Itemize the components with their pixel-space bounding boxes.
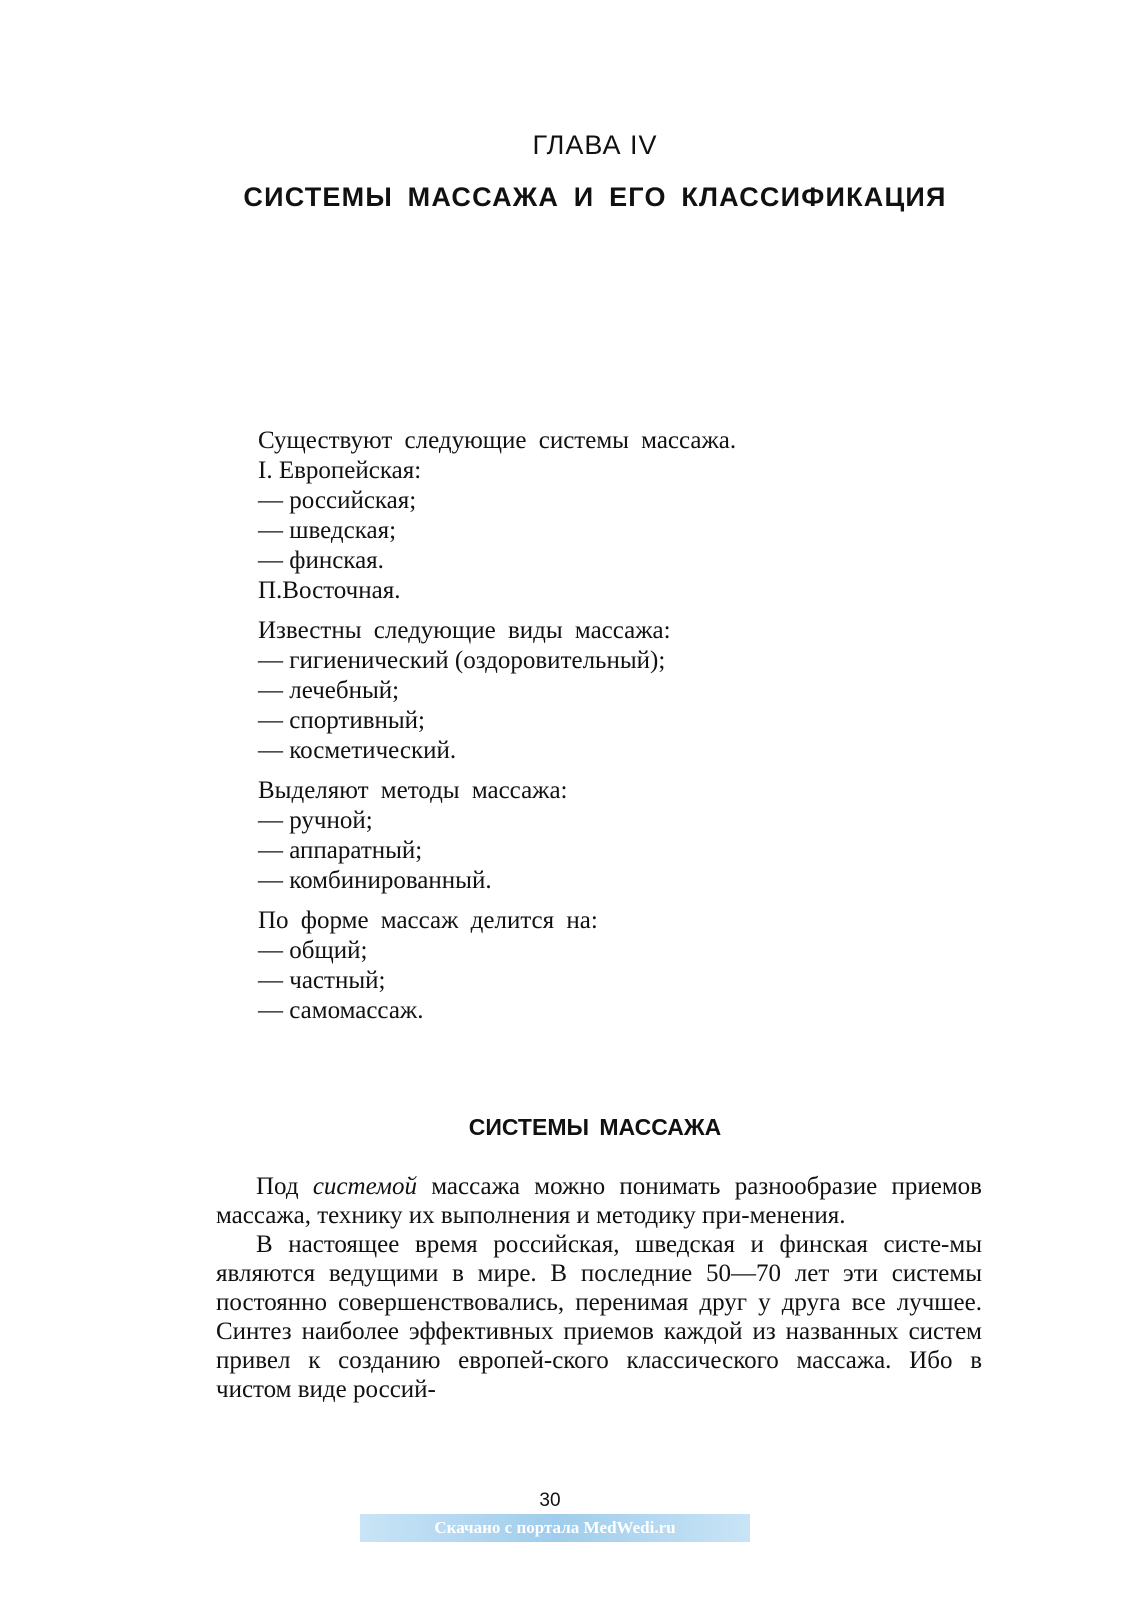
list-intro: Существуют следующие системы массажа.: [258, 427, 737, 454]
page-number: 30: [539, 1490, 561, 1511]
list-item: — гигиенический (оздоровительный);: [258, 647, 666, 674]
list-item: — самомассаж.: [258, 997, 424, 1024]
list-item: — российская;: [258, 487, 417, 514]
section-title: СИСТЕМЫ МАССАЖА: [468, 1114, 722, 1140]
list-intro: Выделяют методы массажа:: [258, 777, 568, 804]
systems-list: [258, 426, 958, 606]
list-item: — лечебный;: [258, 677, 400, 704]
paragraph-text: Под: [256, 1173, 313, 1200]
list-item: — спортивный;: [258, 707, 426, 734]
list-item: — шведская;: [258, 517, 397, 544]
chapter-label: ГЛАВА IV: [532, 130, 658, 160]
list-item: — ручной;: [258, 807, 373, 834]
list-item: — частный;: [258, 967, 386, 994]
emphasized-term: системой: [312, 1173, 418, 1200]
download-watermark: Скачано с портала MedWedi.ru: [360, 1514, 750, 1542]
list-item: — косметический.: [258, 737, 457, 764]
list-item: П.Восточная.: [258, 577, 401, 604]
types-list: [258, 616, 958, 766]
methods-list: [258, 776, 958, 896]
paragraph: [216, 1172, 982, 1230]
classification-lists: [258, 426, 958, 1036]
list-item: — аппаратный;: [258, 837, 423, 864]
list-item: — финская.: [258, 547, 384, 574]
paragraph: В настоящее время российская, шведская и финская систе-мы являются ведущими в мире. В последние 50—70 лет эти системы постоянно совершенствовались, перенимая друг у друга все лучшее. Синтез наиболее эффективных приемов каждой из названных систем привел к созданию европей-ского классического массажа. Ибо в чистом виде россий-: [216, 1231, 982, 1403]
list-item: — комбинированный.: [258, 867, 492, 894]
list-item: I. Европейская:: [258, 457, 422, 484]
list-item: — общий;: [258, 937, 368, 964]
section-body: [216, 1172, 982, 1404]
chapter-title: СИСТЕМЫ МАССАЖА И ЕГО КЛАССИФИКАЦИЯ: [243, 182, 947, 212]
list-intro: Известны следующие виды массажа:: [258, 617, 671, 644]
list-intro: По форме массаж делится на:: [258, 907, 598, 934]
paragraph-text: массажа можно понимать разнообразие приемов массажа, технику их выполнения и методику при-менения.: [216, 1173, 982, 1229]
forms-list: [258, 906, 958, 1026]
